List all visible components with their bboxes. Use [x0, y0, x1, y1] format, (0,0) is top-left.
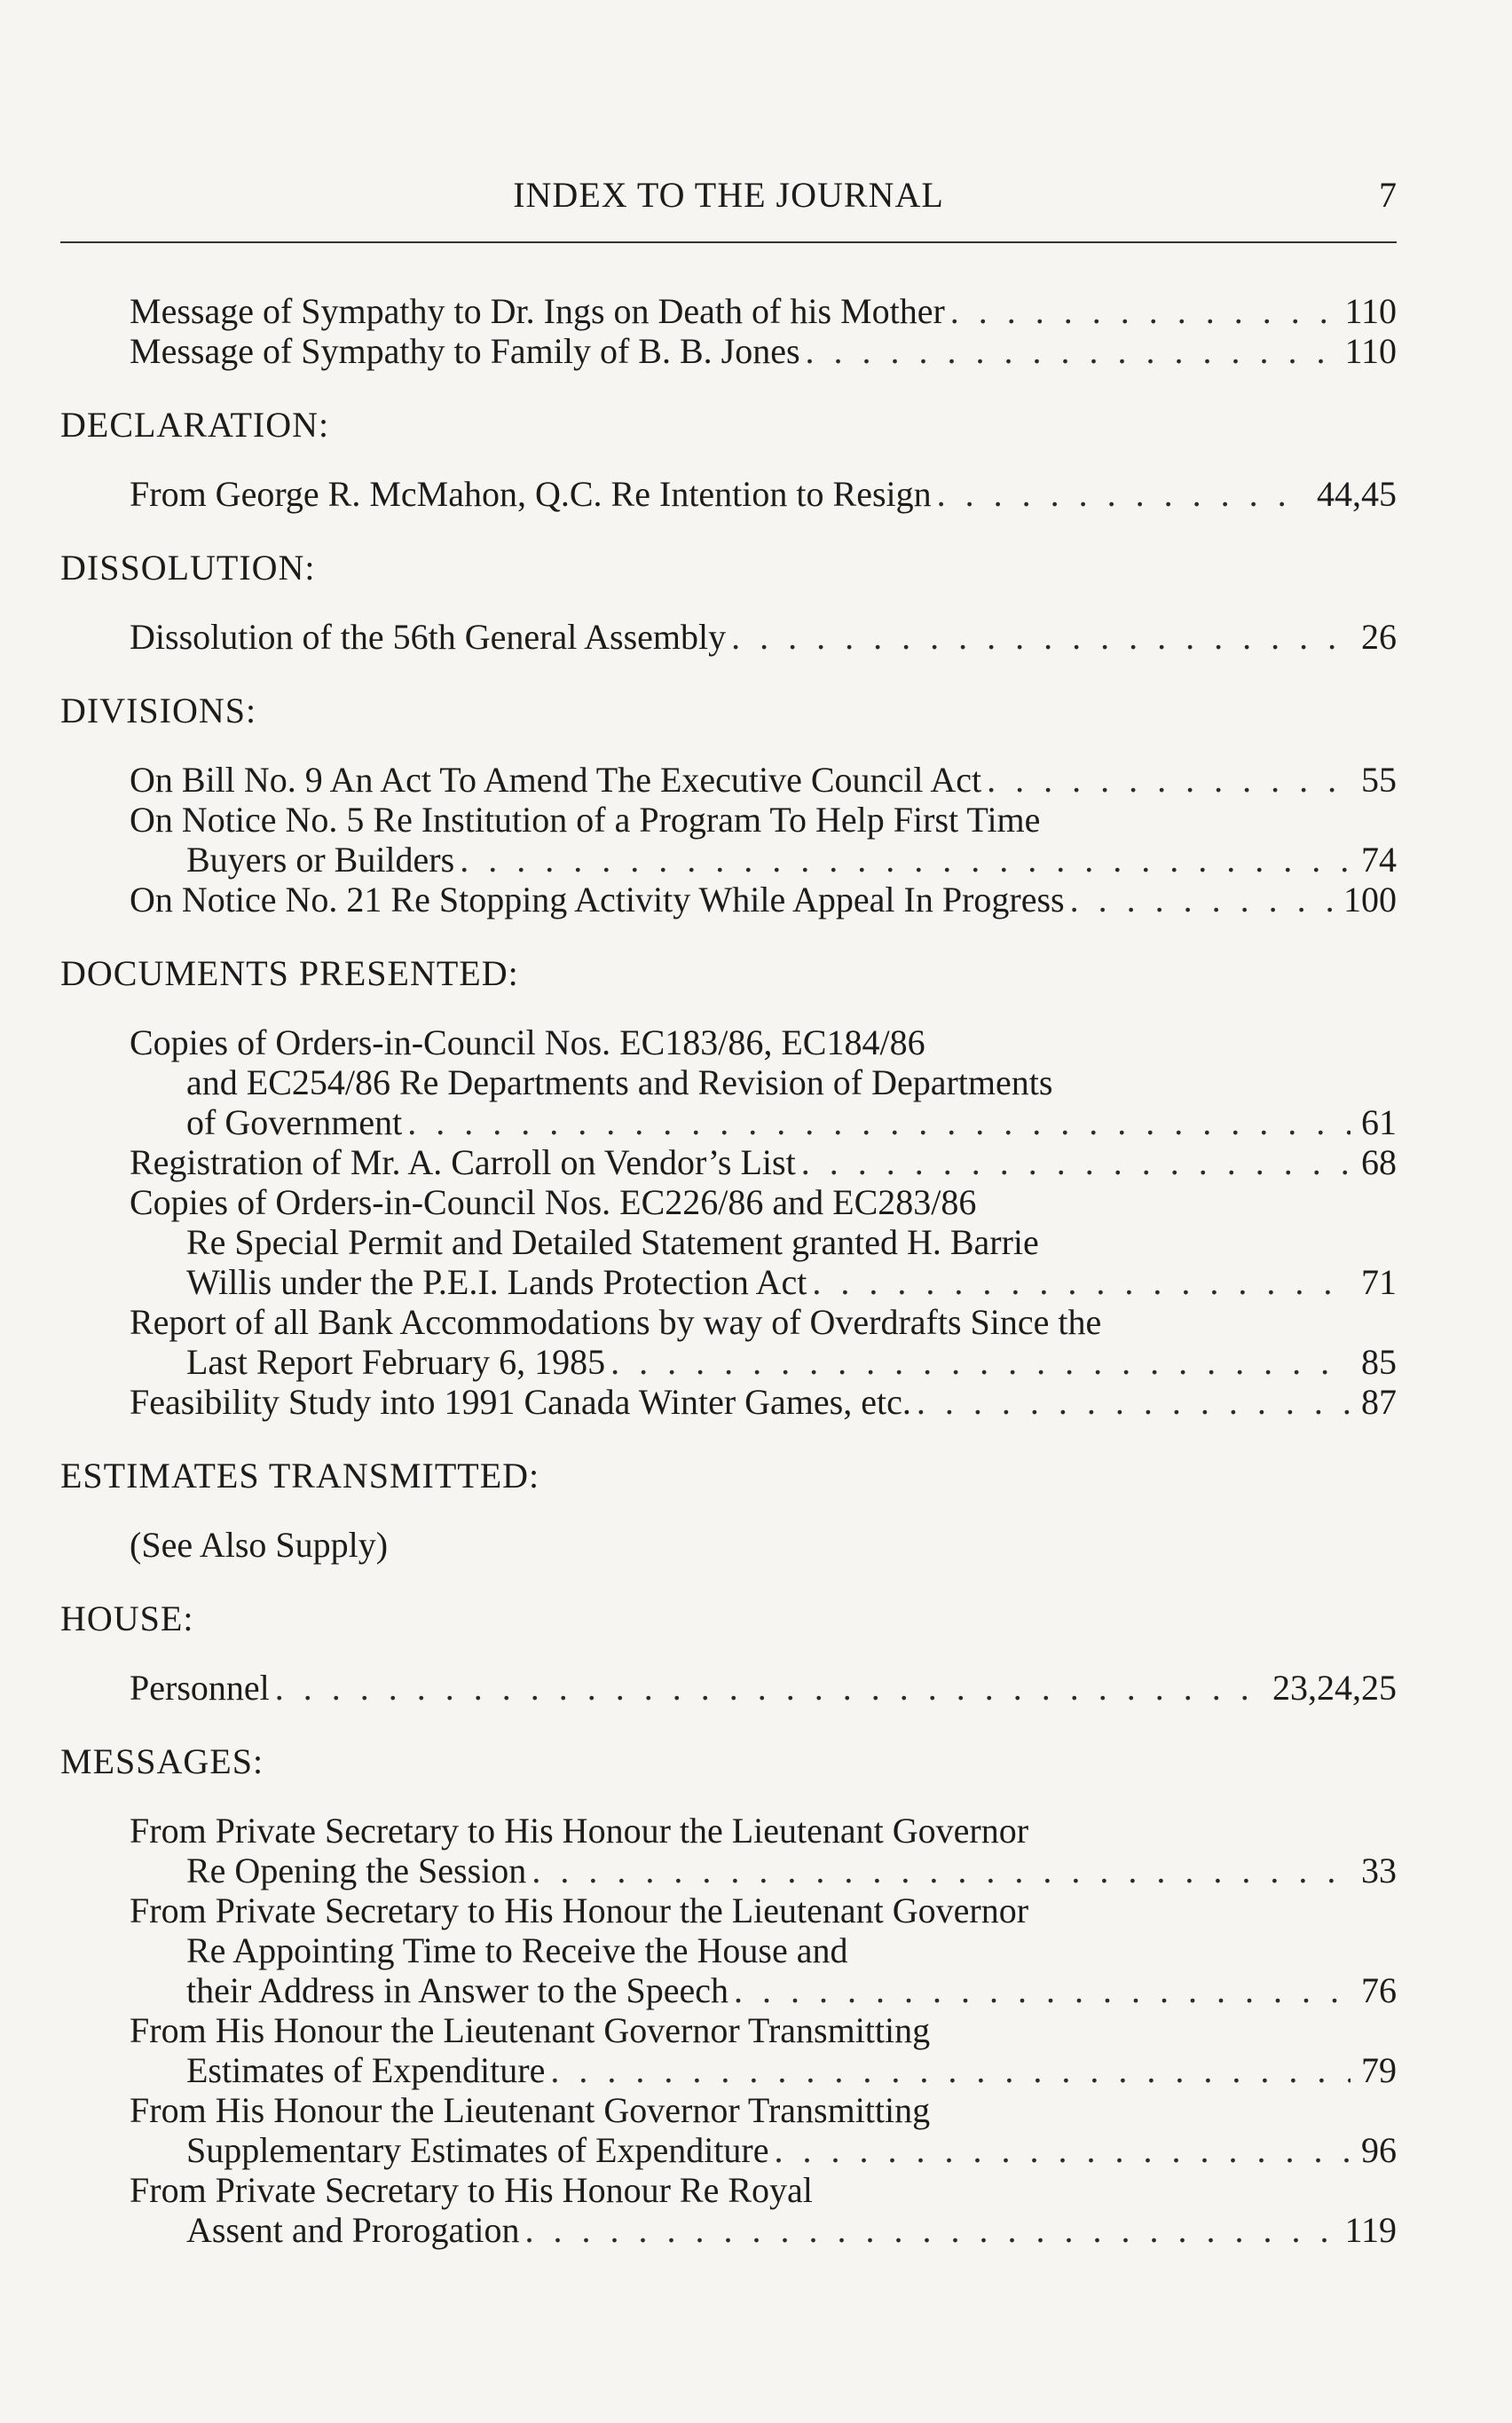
entry-page-ref: 23,24,25 [1272, 1668, 1397, 1708]
entry-group [130, 1525, 1397, 1565]
dot-leader [610, 1342, 1351, 1382]
entry-page-ref: 110 [1344, 291, 1397, 331]
entry-text-line: Personnel [130, 1668, 270, 1708]
entry-last-line [130, 1142, 1397, 1182]
dot-leader [532, 1851, 1351, 1890]
dot-leader [734, 1970, 1351, 2010]
entry-text-line: Buyers or Builders [186, 840, 455, 880]
index-entry [130, 2010, 1397, 2090]
entry-text-line: Re Special Permit and Detailed Statement granted H. Barrie [186, 1222, 1039, 1262]
entry-last-line [130, 1970, 1397, 2010]
dot-leader [937, 474, 1306, 514]
page-header [60, 169, 1397, 220]
entry-group [130, 291, 1397, 371]
entry-text-line: From Private Secretary to His Honour Re Royal [130, 2170, 813, 2210]
entry-text-line: From His Honour the Lieutenant Governor Transmitting [130, 2010, 931, 2050]
entry-last-line [130, 760, 1397, 800]
entry-last-line [130, 291, 1397, 331]
entry-page-ref: 55 [1361, 760, 1397, 800]
entry-last-line [130, 840, 1397, 880]
entry-page-ref: 71 [1361, 1262, 1397, 1302]
section-heading: HOUSE: [60, 1598, 194, 1638]
entry-text-line: Estimates of Expenditure [186, 2050, 546, 2090]
entry-text-line: On Bill No. 9 An Act To Amend The Executive Council Act [130, 760, 982, 800]
entry-text-line: and EC254/86 Re Departments and Revision of Departments [186, 1062, 1053, 1102]
entry-page-ref: 76 [1361, 1970, 1397, 2010]
entry-page-ref: 74 [1361, 840, 1397, 880]
index-content [60, 291, 1397, 2250]
dot-leader [950, 291, 1335, 331]
section-heading: DOCUMENTS PRESENTED: [60, 953, 519, 993]
entry-last-line [130, 1342, 1397, 1382]
index-entry [130, 760, 1397, 800]
entry-last-line [130, 1851, 1397, 1890]
entry-text-line: Dissolution of the 56th General Assembly [130, 617, 727, 657]
page-title: INDEX TO THE JOURNAL [513, 175, 944, 215]
index-entry [130, 880, 1397, 919]
entry-text-line: From George R. McMahon, Q.C. Re Intention to Resign [130, 474, 932, 514]
dot-leader [460, 840, 1351, 880]
entry-group [130, 760, 1397, 919]
entry-text-line: On Notice No. 5 Re Institution of a Program To Help First Time [130, 800, 1041, 840]
entry-text-line: From Private Secretary to His Honour the Lieutenant Governor [130, 1890, 1029, 1930]
index-entry [130, 1382, 1397, 1422]
entry-text-line: From His Honour the Lieutenant Governor Transmitting [130, 2090, 931, 2130]
entry-last-line [130, 2210, 1397, 2250]
entry-text-line: Copies of Orders-in-Council Nos. EC226/86 and EC283/86 [130, 1182, 977, 1222]
dot-leader [987, 760, 1351, 800]
entry-group [130, 1668, 1397, 1708]
entry-text-line: Message of Sympathy to Family of B. B. Jones [130, 331, 800, 371]
entry-last-line [130, 474, 1397, 514]
entry-page-ref: 119 [1344, 2210, 1397, 2250]
entry-text-line: Supplementary Estimates of Expenditure [186, 2130, 769, 2170]
section-heading: DISSOLUTION: [60, 548, 316, 588]
entry-text-line: Last Report February 6, 1985 [186, 1342, 606, 1382]
entry-text-line: Feasibility Study into 1991 Canada Winter Games, etc. [130, 1382, 911, 1422]
entry-last-line [130, 1668, 1397, 1708]
index-entry [130, 291, 1397, 331]
entry-last-line [130, 2130, 1397, 2170]
entry-page-ref: 100 [1343, 880, 1397, 919]
entry-last-line [130, 880, 1397, 919]
entry-last-line [130, 1382, 1397, 1422]
entry-page-ref: 85 [1361, 1342, 1397, 1382]
index-entry [130, 474, 1397, 514]
entry-page-ref: 68 [1361, 1142, 1397, 1182]
entry-text-line: (See Also Supply) [130, 1525, 389, 1565]
section-heading: DIVISIONS: [60, 691, 257, 730]
dot-leader [806, 331, 1335, 371]
entry-text-line: Willis under the P.E.I. Lands Protection Act [186, 1262, 807, 1302]
dot-leader [550, 2050, 1351, 2090]
entry-last-line [130, 1102, 1397, 1142]
entry-page-ref: 96 [1361, 2130, 1397, 2170]
dot-leader [407, 1102, 1351, 1142]
entry-group [130, 1811, 1397, 2250]
dot-leader [775, 2130, 1351, 2170]
dot-leader [275, 1668, 1262, 1708]
index-entry [130, 1811, 1397, 1890]
page-number: 7 [1379, 175, 1397, 215]
index-entry [130, 1668, 1397, 1708]
index-entry [130, 617, 1397, 657]
entry-text-line: of Government [186, 1102, 403, 1142]
entry-page-ref: 87 [1361, 1382, 1397, 1422]
entry-page-ref: 79 [1361, 2050, 1397, 2090]
header-rule [60, 241, 1397, 243]
index-entry [130, 1022, 1397, 1142]
index-entry [130, 1890, 1397, 2010]
index-entry [130, 1525, 1397, 1565]
entry-group [130, 474, 1397, 514]
entry-text-line: Message of Sympathy to Dr. Ings on Death of his Mother [130, 291, 945, 331]
index-entry [130, 1302, 1397, 1382]
entry-text-line: their Address in Answer to the Speech [186, 1970, 728, 2010]
entry-text-line: Report of all Bank Accommodations by way of Overdrafts Since the [130, 1302, 1102, 1342]
entry-text-line: Copies of Orders-in-Council Nos. EC183/86, EC184/86 [130, 1022, 925, 1062]
dot-leader [812, 1262, 1351, 1302]
entry-page-ref: 110 [1344, 331, 1397, 371]
index-entry [130, 800, 1397, 880]
index-entry [130, 1142, 1397, 1182]
index-entry [130, 331, 1397, 371]
section-heading: MESSAGES: [60, 1741, 264, 1781]
dot-leader [917, 1382, 1351, 1422]
entry-text-line: Registration of Mr. A. Carroll on Vendor’s List [130, 1142, 796, 1182]
entry-text-line: From Private Secretary to His Honour the Lieutenant Governor [130, 1811, 1029, 1851]
entry-text-line: On Notice No. 21 Re Stopping Activity While Appeal In Progress [130, 880, 1065, 919]
section-heading: DECLARATION: [60, 405, 330, 445]
entry-last-line [130, 331, 1397, 371]
dot-leader [1070, 880, 1333, 919]
dot-leader [525, 2210, 1335, 2250]
entry-group [130, 617, 1397, 657]
index-entry [130, 1182, 1397, 1302]
section-heading: ESTIMATES TRANSMITTED: [60, 1456, 540, 1496]
entry-last-line [130, 1262, 1397, 1302]
entry-last-line [130, 2050, 1397, 2090]
index-entry [130, 2170, 1397, 2250]
entry-group [130, 1022, 1397, 1422]
dot-leader [731, 617, 1351, 657]
entry-text-line: Assent and Prorogation [186, 2210, 520, 2250]
entry-text-line: Re Appointing Time to Receive the House and [186, 1930, 848, 1970]
dot-leader [801, 1142, 1351, 1182]
entry-text-line: Re Opening the Session [186, 1851, 527, 1890]
entry-page-ref: 44,45 [1317, 474, 1397, 514]
entry-page-ref: 26 [1361, 617, 1397, 657]
entry-page-ref: 61 [1361, 1102, 1397, 1142]
entry-last-line [130, 617, 1397, 657]
index-entry [130, 2090, 1397, 2170]
entry-page-ref: 33 [1361, 1851, 1397, 1890]
